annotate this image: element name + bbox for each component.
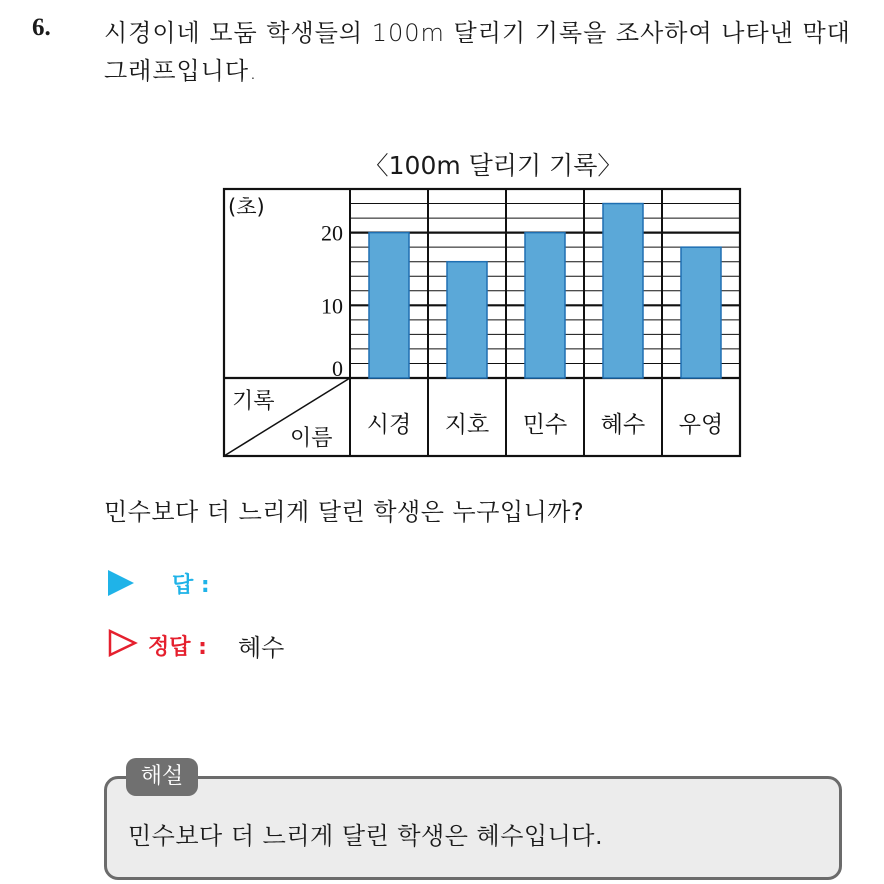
explanation-text: 민수보다 더 느리게 달린 학생은 혜수입니다. (128, 822, 604, 850)
question-text: 시경이네 모둠 학생들의 100m 달리기 기록을 조사하여 나타낸 막대그래프입니다. (104, 19, 851, 85)
y-tick-label: 10 (321, 293, 343, 319)
answer-arrow-icon (108, 570, 134, 596)
bar-우영 (681, 247, 721, 378)
question-number: 6. (32, 14, 51, 41)
explanation-tag: 해설 (126, 758, 198, 796)
bar-지호 (447, 262, 487, 378)
category-label: 우영 (678, 412, 724, 438)
category-label: 혜수 (600, 412, 646, 438)
bar-민수 (525, 233, 565, 378)
sub-question: 민수보다 더 느리게 달린 학생은 누구입니까? (104, 498, 585, 526)
category-label: 지호 (444, 412, 490, 438)
chart-title: 〈100m 달리기 기록〉 (363, 151, 623, 180)
bar-시경 (369, 233, 409, 378)
bar-혜수 (603, 204, 643, 378)
y-unit-label: (초) (228, 195, 265, 219)
y-tick-label: 20 (321, 220, 343, 246)
correct-answer-label: 정답 : (148, 635, 207, 660)
column-header-label: 이름 (290, 426, 333, 451)
correct-arrow-icon (108, 628, 138, 658)
row-header-label: 기록 (232, 389, 275, 414)
category-label: 민수 (522, 412, 568, 438)
y-tick-label: 0 (332, 356, 343, 381)
category-label: 시경 (366, 412, 412, 438)
answer-label: 답 : (172, 573, 210, 598)
correct-answer-value: 혜수 (238, 634, 285, 662)
